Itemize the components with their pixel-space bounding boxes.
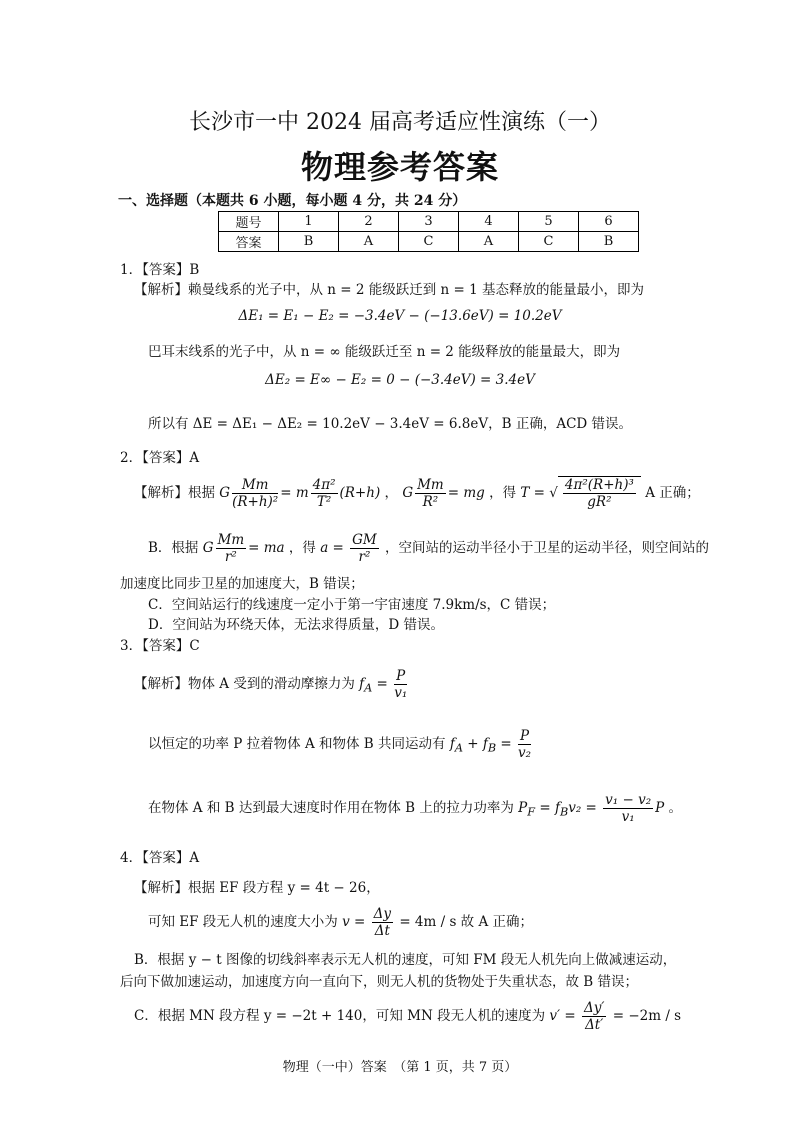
question-number: 3 — [399, 212, 459, 232]
table-row — [219, 232, 639, 252]
formula-velocity: v = $\frac{\Delta y}{\Delta t}$ — [342, 906, 392, 939]
answer-cell: A — [459, 232, 519, 252]
q4-line1: 【解析】根据 EF 段方程 y = 4t − 26， — [134, 880, 380, 896]
formula-accel: G $\frac{Mm}{\text{r²}}$ = ma — [202, 532, 285, 565]
formula-friction: $f_A$ = $\frac{P}{\text{v₁}}$ — [359, 668, 408, 701]
q1-answer: 1．【答案】B — [120, 262, 200, 278]
page-title: 物理参考答案 — [300, 148, 499, 186]
q2-line5: D．空间站为环绕天体，无法求得质量，D 错误。 — [148, 617, 444, 633]
q4-line5-suffix: = −2m / s — [612, 1008, 682, 1024]
q4-answer: 4．【答案】A — [120, 850, 200, 866]
q2-line2-suffix: ，空间站的运动半径小于卫星的运动半径，则空间站的 — [385, 540, 710, 556]
q2-line2 — [148, 532, 709, 565]
section-heading: 一、选择题（本题共 6 小题，每小题 4 分，共 24 分） — [118, 193, 467, 209]
row-header: 题号 — [219, 212, 279, 232]
answer-cell: C — [399, 232, 459, 252]
formula-orbit: G $\frac{Mm}{\text{(R+h)²}}$ = m $\frac{\text{4π²}}{\text{T²}}$ (R+h) — [219, 477, 381, 510]
q3-line1-text: 【解析】物体 A 受到的滑动摩擦力为 — [134, 676, 355, 692]
question-number: 1 — [279, 212, 339, 232]
q1-line3: 所以有 ΔE = ΔE₁ − ΔE₂ = 10.2eV − 3.4eV = 6.8eV，B 正确，ACD 错误。 — [148, 416, 633, 432]
q1-equation1: ΔE₁ = E₁ − E₂ = −3.4eV − (−13.6eV) = 10.2eV — [238, 308, 562, 324]
q2-answer: 2．【答案】A — [120, 450, 200, 466]
q3-line2 — [148, 728, 533, 761]
q4-line2-suffix: = 4m / s 故 A 正确； — [399, 914, 534, 930]
derive-text: ，得 — [489, 485, 517, 501]
page-footer: 物理（一中）答案 （第 1 页，共 7 页） — [282, 1060, 518, 1075]
q4-line5 — [134, 1000, 681, 1033]
comma: ， — [384, 485, 399, 501]
q2-line1-prefix: 【解析】根据 — [134, 485, 215, 501]
question-number: 4 — [459, 212, 519, 232]
exam-title: 长沙市一中 2024 届高考适应性演练（一） — [189, 110, 611, 135]
answer-cell: A — [339, 232, 399, 252]
formula-a: a = $\frac{GM}{\text{r²}}$ — [320, 532, 377, 565]
q3-line1 — [134, 668, 409, 701]
formula-power: $P_F = f_Bv_2$ = $\frac{\text{v₁ − v₂}}{\text{v₁}}$ P — [518, 792, 665, 825]
answer-cell: C — [519, 232, 579, 252]
q4-line2-text: 可知 EF 段无人机的速度大小为 — [148, 914, 338, 930]
q2-line2-prefix: B．根据 — [148, 540, 199, 556]
question-number: 6 — [579, 212, 639, 232]
q2-line3: 加速度比同步卫星的加速度大，B 错误； — [120, 576, 364, 592]
q4-line2 — [148, 906, 533, 939]
q4-line3: B．根据 y − t 图像的切线斜率表示无人机的速度，可知 FM 段无人机先向上做减速运动， — [134, 952, 677, 968]
answer-table — [218, 211, 639, 252]
q2-line4: C．空间站运行的线速度一定小于第一宇宙速度 7.9km/s，C 错误； — [148, 597, 556, 613]
derive-text: ，得 — [288, 540, 316, 556]
q1-equation2: ΔE₂ = E∞ − E₂ = 0 − (−3.4eV) = 3.4eV — [265, 372, 535, 388]
q1-line1: 【解析】赖曼线系的光子中，从 n = 2 能级跃迁到 n = 1 基态释放的能量最小，即为 — [134, 282, 645, 298]
conclusion: A 正确； — [645, 485, 700, 501]
q1-line2: 巴耳末线系的光子中，从 n = ∞ 能级跃迁至 n = 2 能级释放的能量最大，即为 — [148, 344, 621, 360]
row-header: 答案 — [219, 232, 279, 252]
question-number: 2 — [339, 212, 399, 232]
q2-line1 — [134, 476, 700, 510]
q3-line2-text: 以恒定的功率 P 拉着物体 A 和物体 B 共同运动有 — [148, 736, 446, 752]
formula-sum: $f_A + f_B$ = $\frac{P}{\text{v₂}}$ — [449, 728, 532, 761]
q3-answer: 3．【答案】C — [120, 638, 200, 654]
table-row — [219, 212, 639, 232]
q4-line4: 后向下做加速运动，加速度方向一直向下，则无人机的货物处于失重状态，故 B 错误； — [120, 974, 639, 990]
q4-line5-text: C．根据 MN 段方程 y = −2t + 140，可知 MN 段无人机的速度为 — [134, 1008, 546, 1024]
period: 。 — [668, 800, 683, 816]
answer-cell: B — [279, 232, 339, 252]
q3-line3-text: 在物体 A 和 B 达到最大速度时作用在物体 B 上的拉力功率为 — [148, 800, 514, 816]
formula-period: T = √ $\frac{\text{4π²(R+h)³}}{\text{gR²}}$ — [520, 485, 641, 501]
question-number: 5 — [519, 212, 579, 232]
formula-velocity-mn: v′ = $\frac{\Delta y'}{\Delta t'}$ — [549, 1000, 605, 1033]
answer-cell: B — [579, 232, 639, 252]
formula-gravity: G $\frac{Mm}{\text{R²}}$ = mg — [402, 477, 485, 510]
q3-line3 — [148, 792, 682, 825]
